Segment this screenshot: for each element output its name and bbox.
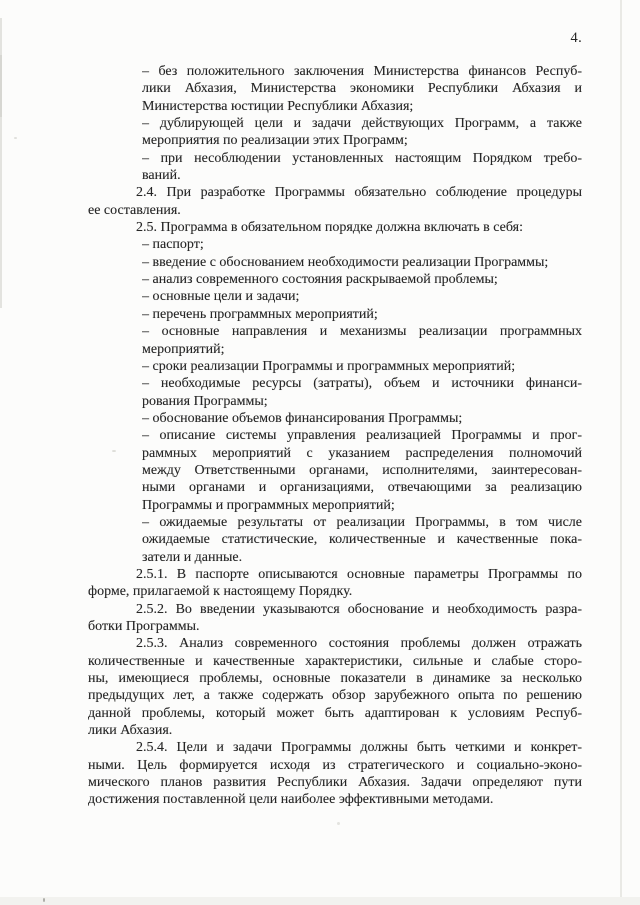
list-item [142,514,582,566]
text-line: ными органами и организациями, отвечающими за реализацию [142,480,582,496]
text-line: Министерства юстиции Республики Абхазия; [142,98,414,114]
text-line: ны, имеющиеся проблемы, основные показатели в динамике за несколько [88,671,582,687]
text-line: количественные и качественные характеристики, сильные и слабые сторо- [88,653,582,669]
text-line: ожидаемые статистические, количественные и качественные пока- [142,532,582,548]
text-line: ными. Цель формируется исходя из стратегического и социально-эконо- [88,757,582,773]
text-line: между Ответственными органами, исполнителями, заинтересован- [142,462,582,478]
text-line: 2.4. При разработке Программы обязательно соблюдение процедуры [136,185,582,201]
text-line: – ожидаемые результаты от реализации Программы, в том числе [142,514,582,530]
scan-speck [337,822,340,825]
list-item [142,410,582,427]
paragraph [88,601,582,636]
paragraph [88,739,582,808]
text-line: – основные цели и задачи; [142,289,300,305]
text-line: – анализ современного состояния раскрываемой проблемы; [142,272,498,288]
list-item [142,288,582,305]
text-line: – необходимые ресурсы (затраты), объем и источники финанси- [142,376,582,392]
text-line: 2.5.3. Анализ современного состояния проблемы должен отражать [136,636,582,652]
text-line: предыдущих лет, а также содержать обзор зарубежного опыта по решению [88,688,582,704]
text-line: – описание системы управления реализацией Программы и прог- [142,428,582,444]
text-line: лики Абхазия. [88,723,173,739]
scan-speck [112,450,116,452]
list-item [142,236,582,253]
list-item [142,427,582,514]
text-line: ботки Программы. [88,619,200,634]
text-line: 2.5.4. Цели и задачи Программы должны быть четкими и конкрет- [136,740,582,756]
text-line: мероприятия по реализации этих Программ; [142,133,408,149]
text-line: Программы и программных мероприятий; [142,497,395,513]
text-line: – дублирующей цели и задачи действующих Программ, а также [142,116,582,132]
text-line: – без положительного заключения Министерства финансов Респуб- [142,64,582,79]
text-line: рования Программы; [142,393,268,409]
page-edge-shadow-bottom [0,897,640,905]
text-line: форме, прилагаемой к настоящему Порядку. [88,584,353,600]
paragraph [88,184,582,219]
text-line: 2.5.2. Во введении указываются обоснование и необходимость разра- [136,601,582,617]
scan-speck [14,137,17,139]
list-item [142,254,582,271]
document-body [88,63,582,809]
text-line: достижения поставленной цели наиболее эффективными методами. [88,792,494,808]
text-line: лики Абхазия, Министерства экономики Республики Абхазия и [142,81,582,97]
paragraph [88,566,582,601]
text-line: – введение с обоснованием необходимости реализации Программы; [142,254,549,270]
text-line: ее составления. [88,202,181,218]
text-line: затели и данные. [142,549,243,565]
text-line: – перечень программных мероприятий; [142,306,378,322]
text-line: раммных мероприятий с указанием распределения полномочий [142,445,582,461]
paragraph [88,219,582,236]
list-item [142,271,582,288]
text-line: мического планов развития Республики Абхазия. Задачи определяют пути [88,775,582,791]
text-line: мероприятий; [142,341,225,357]
list-item [142,375,582,410]
list-item [142,358,582,375]
text-line: 2.5.1. В паспорте описываются основные параметры Программы по [136,566,582,582]
text-line: ваний. [142,168,181,184]
text-line: – сроки реализации Программы и программных мероприятий; [142,358,516,374]
text-line: – основные направления и механизмы реализации программных [142,324,582,340]
list-item [142,306,582,323]
list-item [142,63,582,115]
page-edge-shadow-right [620,0,622,905]
list-item [142,150,582,185]
page-number: 4. [570,30,582,46]
list-item [142,323,582,358]
page-edge-shadow-left-dark [0,55,2,117]
list-item [142,115,582,150]
text-line: данной проблемы, который может быть адаптирован к условиям Респуб- [88,705,582,721]
paragraph [88,635,582,739]
scan-speck [43,898,45,902]
text-line: – паспорт; [142,237,204,253]
text-line: – обоснование объемов финансирования Программы; [142,410,463,426]
text-line: – при несоблюдении установленных настоящим Порядком требо- [142,150,582,166]
text-line: 2.5. Программа в обязательном порядке должна включать в себя: [136,220,523,236]
